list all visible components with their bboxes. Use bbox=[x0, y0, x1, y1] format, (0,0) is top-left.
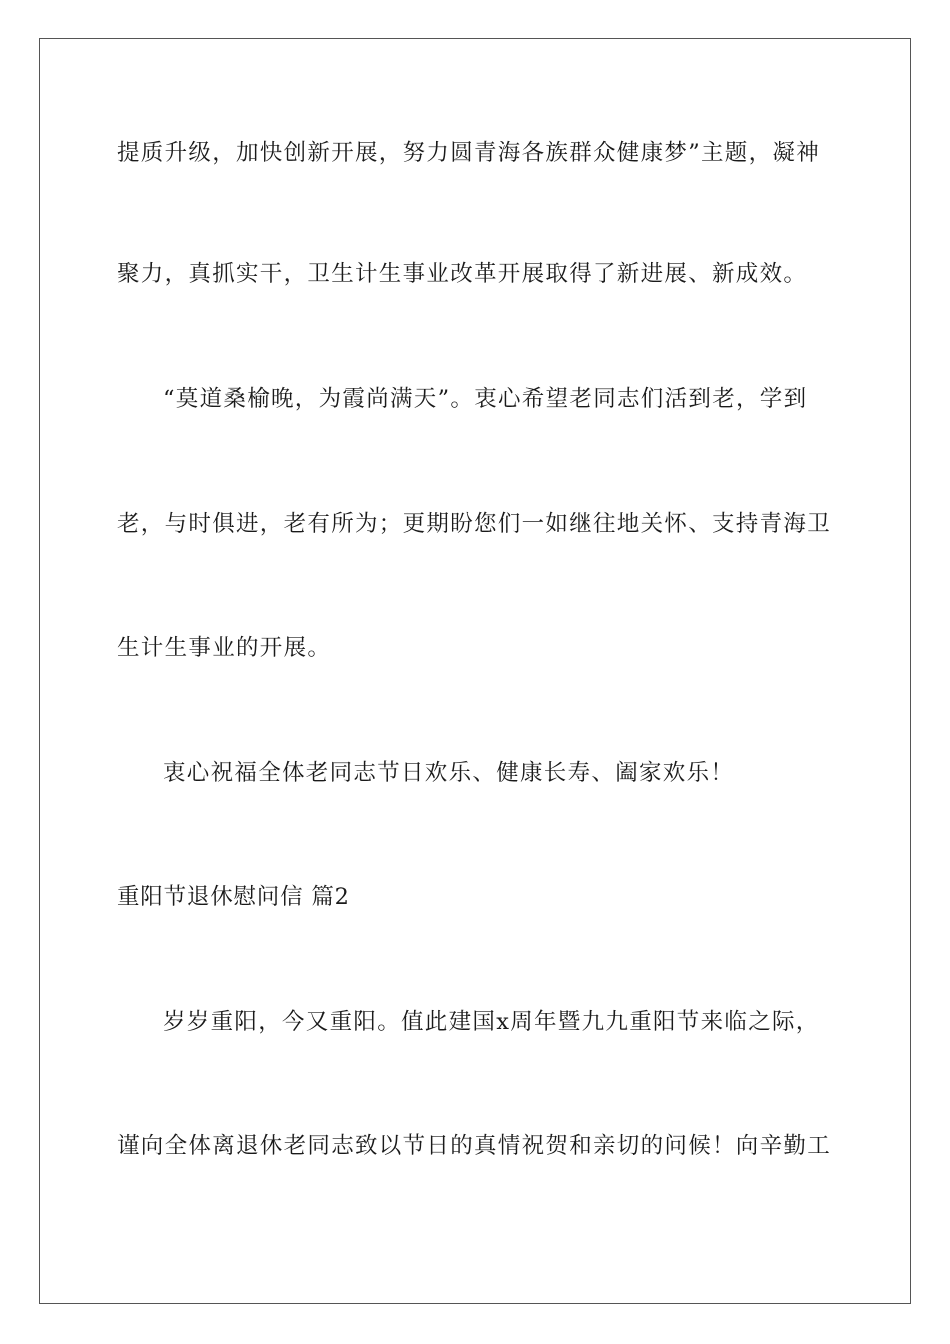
paragraph-line: “莫道桑榆晚，为霞尚满天”。衷心希望老同志们活到老，学到 bbox=[163, 386, 808, 412]
paragraph-line: 老，与时俱进，老有所为；更期盼您们一如继往地关怀、支持青海卫 bbox=[117, 511, 832, 537]
paragraph-line: 聚力，真抓实干，卫生计生事业改革开展取得了新进展、新成效。 bbox=[117, 261, 808, 287]
paragraph-line: 岁岁重阳，今又重阳。值此建国x周年暨九九重阳节来临之际， bbox=[163, 1009, 820, 1035]
paragraph-line: 提质升级，加快创新开展，努力圆青海各族群众健康梦”主题，凝神 bbox=[117, 140, 821, 166]
section-heading: 重阳节退休慰问信 篇2 bbox=[117, 884, 350, 910]
paragraph-line: 生计生事业的开展。 bbox=[117, 635, 332, 661]
page-border bbox=[39, 38, 911, 1304]
paragraph-line: 衷心祝福全体老同志节日欢乐、健康长寿、阖家欢乐！ bbox=[163, 760, 735, 786]
paragraph-line: 谨向全体离退休老同志致以节日的真情祝贺和亲切的问候！向辛勤工 bbox=[117, 1133, 832, 1159]
